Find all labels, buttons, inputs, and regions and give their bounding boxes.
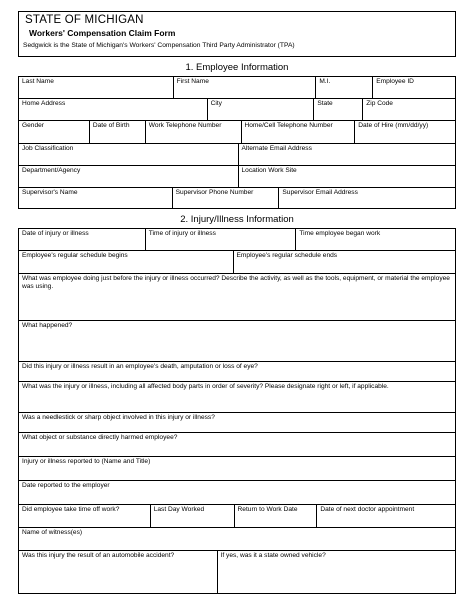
table-row [19, 144, 456, 166]
reported-to-field[interactable] [19, 457, 456, 480]
state-owned-vehicle-field[interactable] [218, 551, 456, 593]
injury-illness-table [18, 228, 456, 594]
field-label: Did employee take time off work? [22, 506, 120, 513]
field-label: What was the injury or illness, including all affected body parts in order of severity? Please designate right or left, if applicable. [22, 383, 389, 390]
home-cell-telephone-field[interactable] [242, 121, 356, 143]
department-agency-field[interactable] [19, 166, 239, 187]
table-row [19, 413, 456, 433]
field-label: Job Classification [22, 145, 74, 152]
alternate-email-field[interactable] [239, 144, 457, 165]
first-name-field[interactable] [174, 77, 317, 98]
zip-code-field[interactable] [363, 99, 456, 120]
state-heading: STATE OF MICHIGAN [25, 14, 144, 26]
schedule-begins-field[interactable] [19, 251, 234, 273]
field-label: Location Work Site [241, 167, 297, 174]
work-telephone-field[interactable] [146, 121, 242, 143]
field-label: Date of Hire (mm/dd/yy) [358, 122, 429, 129]
table-row [19, 229, 456, 251]
table-row [19, 121, 456, 144]
table-row [19, 433, 456, 457]
field-label: Employee's regular schedule begins [22, 252, 128, 259]
field-label: First Name [176, 78, 209, 85]
field-label: State [317, 100, 333, 107]
table-row [19, 551, 456, 594]
home-address-field[interactable] [19, 99, 208, 120]
field-label: Last Day Worked [153, 506, 205, 513]
field-label: Department/Agency [22, 167, 81, 174]
field-label: Return to Work Date [237, 506, 298, 513]
time-of-injury-field[interactable] [146, 229, 297, 250]
needlestick-field[interactable] [19, 413, 456, 432]
what-happened-field[interactable] [19, 321, 456, 361]
table-row [19, 481, 456, 505]
date-of-birth-field[interactable] [90, 121, 146, 143]
schedule-ends-field[interactable] [234, 251, 456, 273]
table-row [19, 362, 456, 382]
field-label: Time employee began work [299, 230, 381, 237]
section-2-title: 2. Injury/Illness Information [180, 214, 294, 225]
field-label: Injury or illness reported to (Name and Title) [22, 458, 151, 465]
field-label: Date of next doctor appointment [320, 506, 415, 513]
field-label: Did this injury or illness result in an employee's death, amputation or loss of eye? [22, 363, 258, 370]
field-label: Home/Cell Telephone Number [244, 122, 333, 129]
field-label: Gender [22, 122, 44, 129]
field-label: Work Telephone Number [148, 122, 222, 129]
field-label: If yes, was it a state owned vehicle? [220, 552, 326, 559]
form-header [18, 11, 456, 57]
employee-information-table [18, 76, 456, 209]
field-label: Home Address [22, 100, 66, 107]
field-label: Employee's regular schedule ends [236, 252, 338, 259]
section-1-title: 1. Employee Information [185, 62, 289, 73]
state-field[interactable] [314, 99, 363, 120]
supervisor-phone-field[interactable] [173, 188, 280, 208]
table-row [19, 188, 456, 209]
automobile-accident-field[interactable] [19, 551, 218, 593]
city-field[interactable] [208, 99, 315, 120]
field-label: Time of injury or illness [148, 230, 216, 237]
table-row [19, 251, 456, 274]
gender-field[interactable] [19, 121, 90, 143]
next-doctor-appointment-field[interactable] [317, 505, 456, 527]
field-label: Date reported to the employer [22, 482, 110, 489]
field-label: M.I. [319, 78, 331, 85]
injury-body-parts-field[interactable] [19, 382, 456, 412]
field-label: Supervisor Phone Number [175, 189, 254, 196]
date-reported-field[interactable] [19, 481, 456, 504]
field-label: Alternate Email Address [241, 145, 312, 152]
middle-initial-field[interactable] [316, 77, 373, 98]
field-label: Supervisor's Name [22, 189, 78, 196]
last-name-field[interactable] [19, 77, 174, 98]
field-label: Date of Birth [92, 122, 130, 129]
time-began-work-field[interactable] [296, 229, 456, 250]
activity-before-injury-field[interactable] [19, 274, 456, 320]
table-row [19, 166, 456, 188]
field-label: What object or substance directly harmed employee? [22, 434, 178, 441]
table-row [19, 457, 456, 481]
supervisor-name-field[interactable] [19, 188, 173, 208]
employee-id-field[interactable] [373, 77, 456, 98]
field-label: City [210, 100, 222, 107]
date-of-injury-field[interactable] [19, 229, 146, 250]
table-row [19, 321, 456, 362]
table-row [19, 274, 456, 321]
return-to-work-field[interactable] [235, 505, 318, 527]
field-label: What was employee doing just before the injury or illness occurred? Describe the activity, as well as the tools, equipment, or material the employee was using. [22, 275, 450, 291]
table-row [19, 382, 456, 413]
field-label: Employee ID [376, 78, 414, 85]
last-day-worked-field[interactable] [151, 505, 235, 527]
field-label: Date of injury or illness [22, 230, 89, 237]
harmful-object-field[interactable] [19, 433, 456, 456]
field-label: Name of witness(es) [22, 529, 83, 536]
table-row [19, 528, 456, 551]
field-label: Was this injury the result of an automobile accident? [22, 552, 175, 559]
table-row [19, 77, 456, 99]
table-row [19, 505, 456, 528]
witness-names-field[interactable] [19, 528, 456, 550]
supervisor-email-field[interactable] [279, 188, 456, 208]
field-label: Supervisor Email Address [282, 189, 358, 196]
form-title: Workers' Compensation Claim Form [29, 28, 176, 38]
death-amputation-field[interactable] [19, 362, 456, 381]
time-off-work-field[interactable] [19, 505, 151, 527]
form-subtitle: Sedgwick is the State of Michigan's Workers' Compensation Third Party Administrator (TPA) [23, 42, 295, 49]
field-label: What happened? [22, 322, 73, 329]
table-row [19, 99, 456, 121]
job-classification-field[interactable] [19, 144, 239, 165]
claim-form-page [18, 11, 456, 594]
date-of-hire-field[interactable] [355, 121, 456, 143]
field-label: Last Name [22, 78, 54, 85]
location-work-site-field[interactable] [239, 166, 457, 187]
field-label: Zip Code [366, 100, 393, 107]
field-label: Was a needlestick or sharp object involved in this injury or illness? [22, 414, 215, 421]
